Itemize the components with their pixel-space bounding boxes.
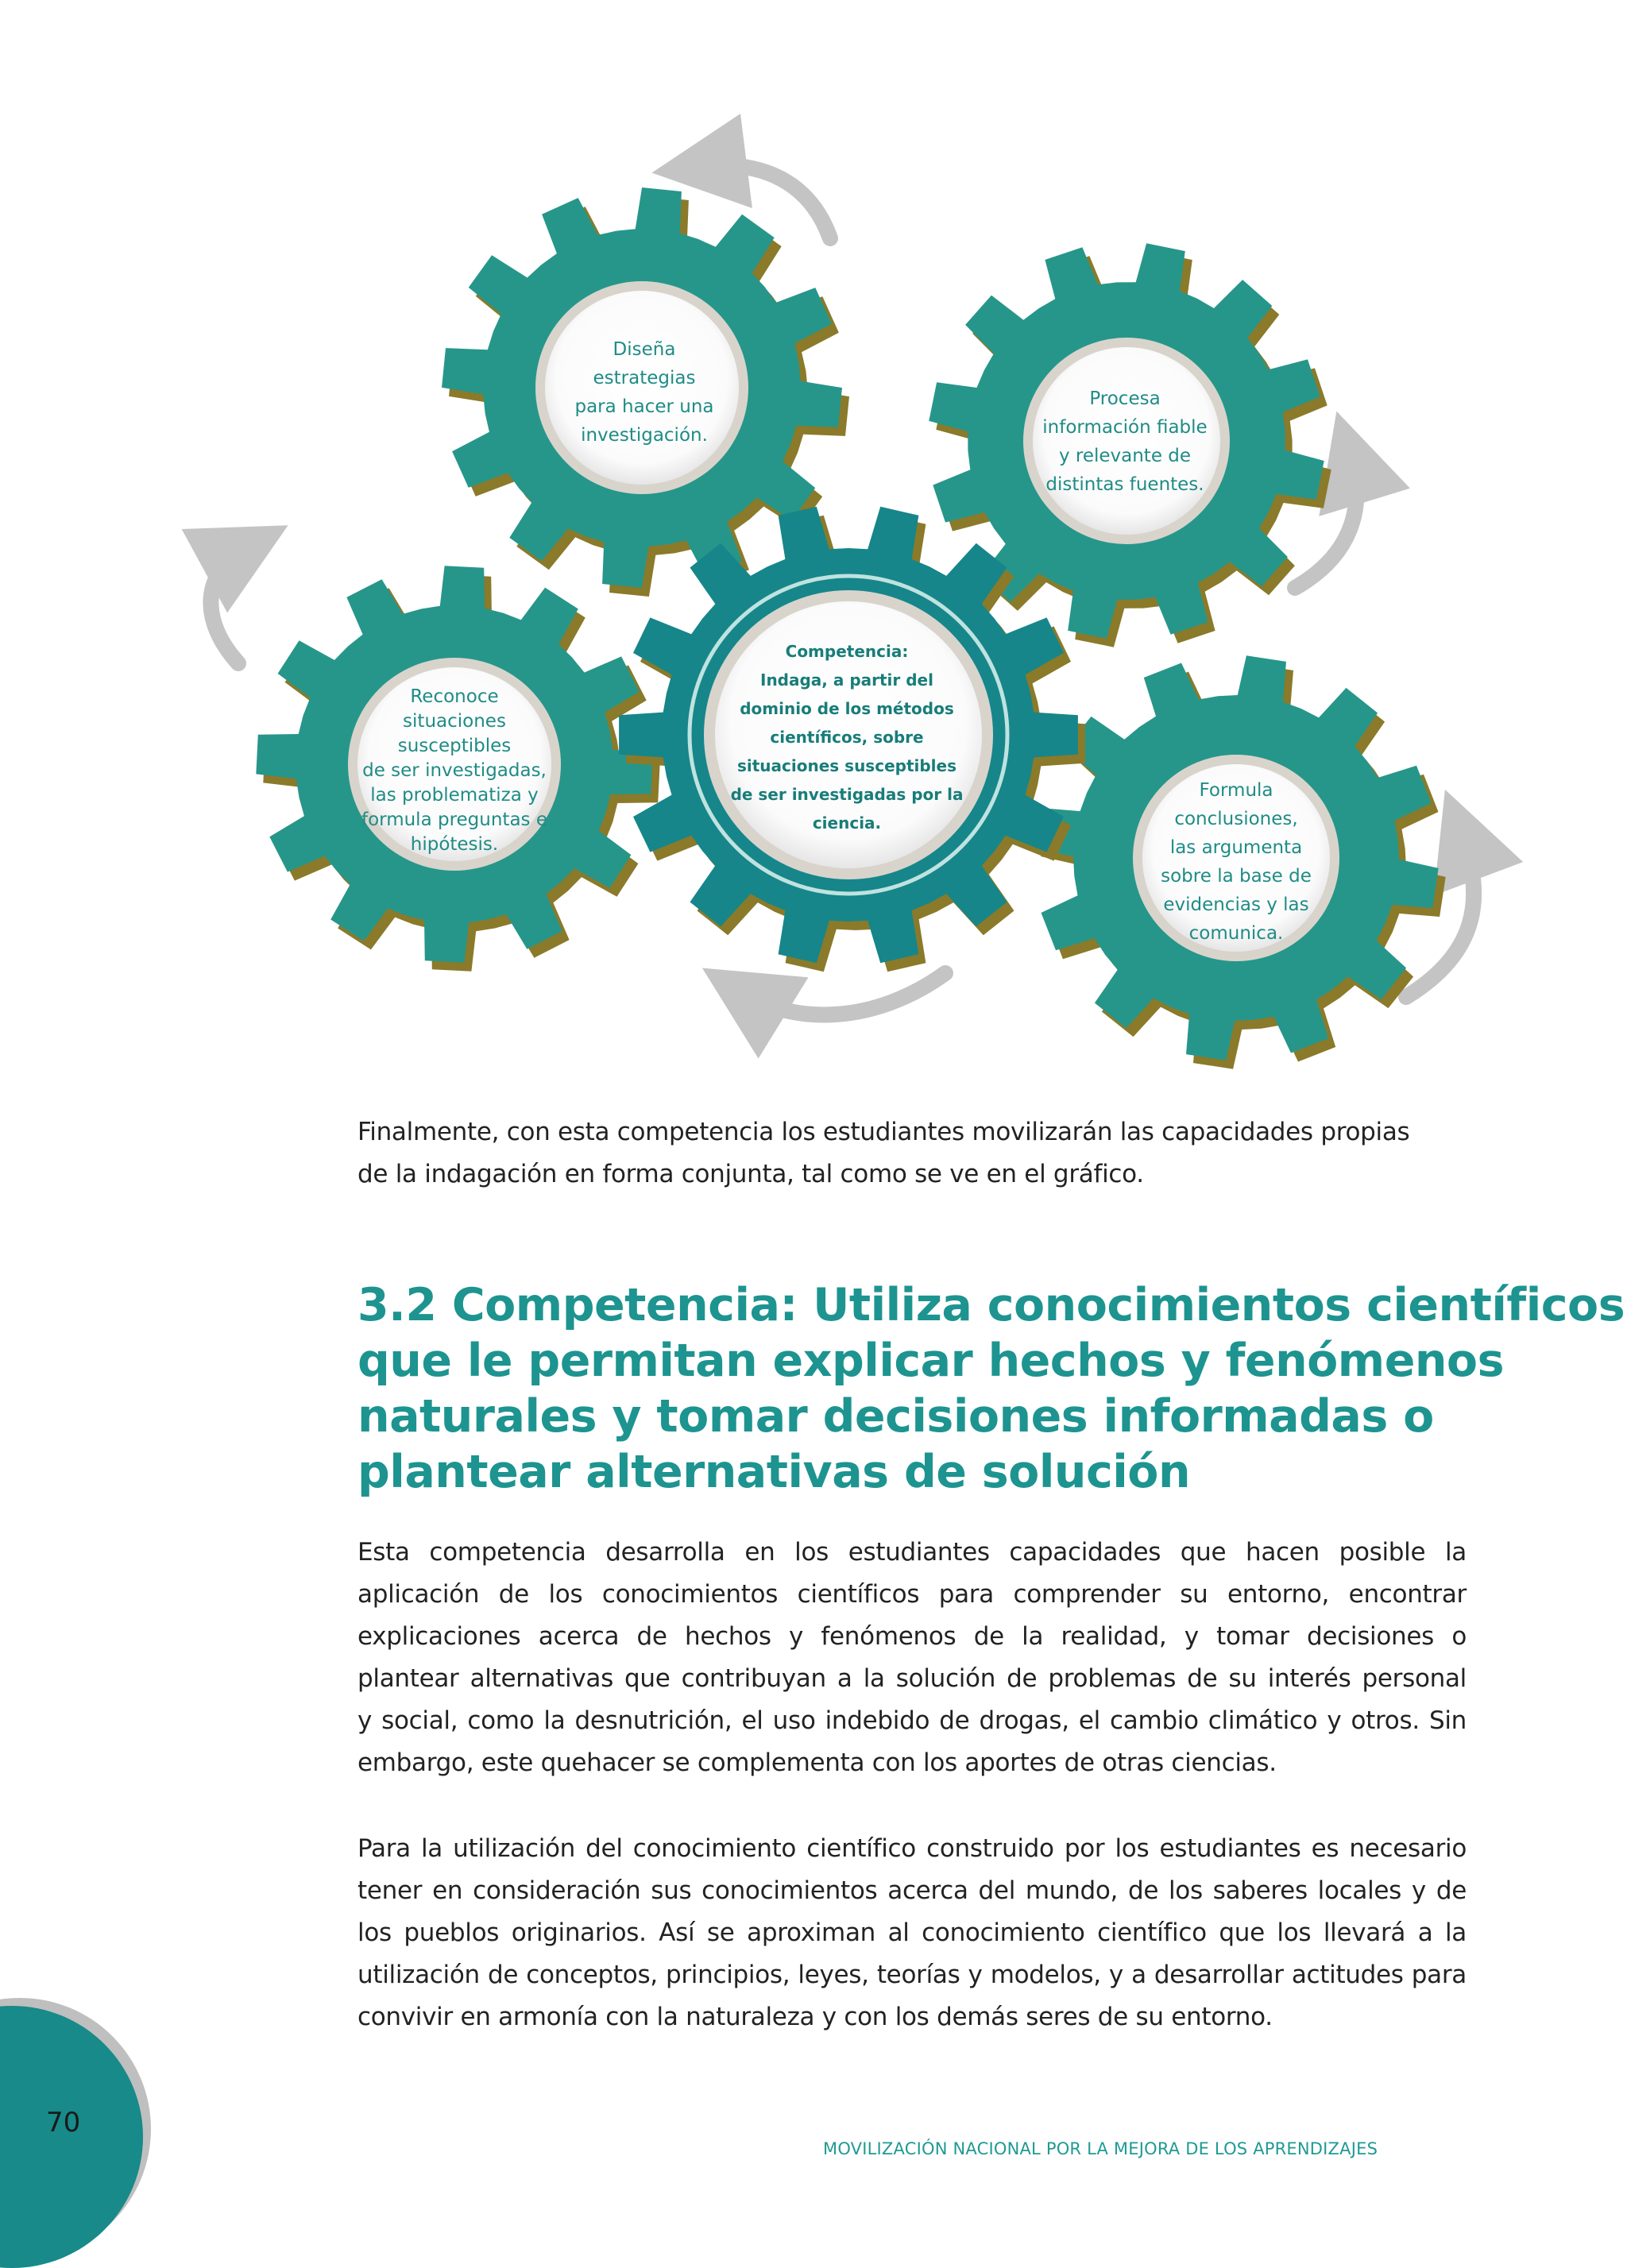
gear-label-line: ciencia.: [812, 813, 882, 833]
gear-label-reconoce: [351, 679, 558, 862]
text-line: convivir en armonía con la naturaleza y con los demás seres de su entorno.: [357, 2003, 1273, 2031]
heading-line: 3.2 Competencia: Utiliza conocimientos científicos: [357, 1279, 1625, 1331]
text-line: utilización de conceptos, principios, leyes, teorías y modelos, y a desarrollar actitudes para: [357, 1961, 1467, 1989]
gear-label-line: sobre la base de: [1161, 866, 1312, 887]
gear-label-line: hipótesis.: [410, 833, 499, 855]
gear-label-disena: [545, 329, 744, 456]
gear-label-line: Competencia:: [785, 641, 909, 661]
text-line: Finalmente, con esta competencia los estudiantes movilizarán las capacidades propias: [357, 1118, 1410, 1146]
footer-text: MOVILIZACIÓN NACIONAL POR LA MEJORA DE LOS APRENDIZAJES: [823, 2139, 1378, 2158]
gear-label-line: situaciones susceptibles: [736, 755, 956, 775]
text-line: plantear alternativas que contribuyan a la solución de problemas de su interés personal: [357, 1664, 1467, 1693]
gear-label-line: Procesa: [1089, 388, 1161, 409]
gear-label-line: situaciones: [403, 710, 506, 732]
gear-label-line: Reconoce: [410, 686, 499, 707]
text-line: Para la utilización del conocimiento científico construido por los estudiantes es necesario: [357, 1834, 1467, 1863]
text-line: y social, como la desnutrición, el uso indebido de drogas, el cambio climático y otros. Sin: [357, 1706, 1467, 1735]
paragraph-1: [357, 1532, 1467, 1784]
text-line: Esta competencia desarrolla en los estudiantes capacidades que hacen posible la: [357, 1538, 1467, 1567]
gear-label-line: información fiable: [1042, 417, 1208, 438]
gear-label-line: y relevante de: [1058, 446, 1192, 466]
gear-label-formula: [1141, 775, 1331, 949]
gear-label-line: formula preguntas e: [361, 809, 547, 830]
text-line: embargo, este quehacer se complementa con los aportes de otras ciencias.: [357, 1748, 1277, 1777]
text-line: aplicación de los conocimientos científicos para comprender su entorno, encontrar: [357, 1580, 1467, 1609]
section-heading: [357, 1277, 1625, 1500]
gear-label-line: susceptibles: [397, 735, 512, 756]
rotation-arrow-icon: [699, 165, 830, 238]
text-line: de la indagación en forma conjunta, tal como se ve en el gráfico.: [357, 1160, 1144, 1188]
heading-line: que le permitan explicar hechos y fenómenos: [357, 1335, 1505, 1387]
rotation-arrow-icon: [211, 548, 246, 663]
gear-label-line: de ser investigadas,: [362, 759, 547, 781]
gear-label-line: científicos, sobre: [770, 727, 924, 747]
gear-label-line: dominio de los métodos: [740, 698, 954, 718]
gears-diagram: [0, 0, 1627, 1080]
intro-paragraph: [357, 1111, 1467, 1196]
gear-label-line: para hacer una: [574, 396, 714, 417]
gear-label-line: evidencias y las: [1163, 894, 1309, 915]
gear-label-procesa: [1030, 378, 1220, 505]
text-line: los pueblos originarios. Así se aproximan al conocimiento científico que los llevará a la: [357, 1918, 1467, 1947]
rotation-arrow-icon: [1406, 834, 1474, 997]
text-line: tener en consideración sus conocimientos acerca del mundo, de los saberes locales y de: [357, 1876, 1467, 1905]
gear-label-line: estrategias: [593, 368, 696, 388]
gear-label-line: comunica.: [1188, 923, 1284, 944]
gear-label-line: Indaga, a partir del: [760, 670, 933, 690]
gear-label-competencia: [730, 636, 964, 838]
paragraph-2: [357, 1828, 1467, 2038]
heading-line: naturales y tomar decisiones informadas o: [357, 1390, 1434, 1443]
page-number: 70: [46, 2107, 81, 2139]
gear-label-line: Diseña: [613, 339, 676, 360]
heading-line: plantear alternativas de solución: [357, 1446, 1191, 1498]
gear-label-line: distintas fuentes.: [1045, 474, 1204, 495]
gear-label-line: las problematiza y: [370, 784, 539, 806]
gear-label-line: las argumenta: [1169, 837, 1303, 858]
gear-label-line: Formula: [1199, 780, 1273, 801]
gear-label-line: investigación.: [581, 425, 708, 446]
gear-label-line: de ser investigadas por la: [730, 784, 964, 804]
gear-label-line: conclusiones,: [1174, 809, 1298, 829]
rotation-arrow-icon: [743, 973, 945, 1014]
text-line: explicaciones acerca de hechos y fenómenos de la realidad, y tomar decisiones o: [357, 1622, 1467, 1651]
